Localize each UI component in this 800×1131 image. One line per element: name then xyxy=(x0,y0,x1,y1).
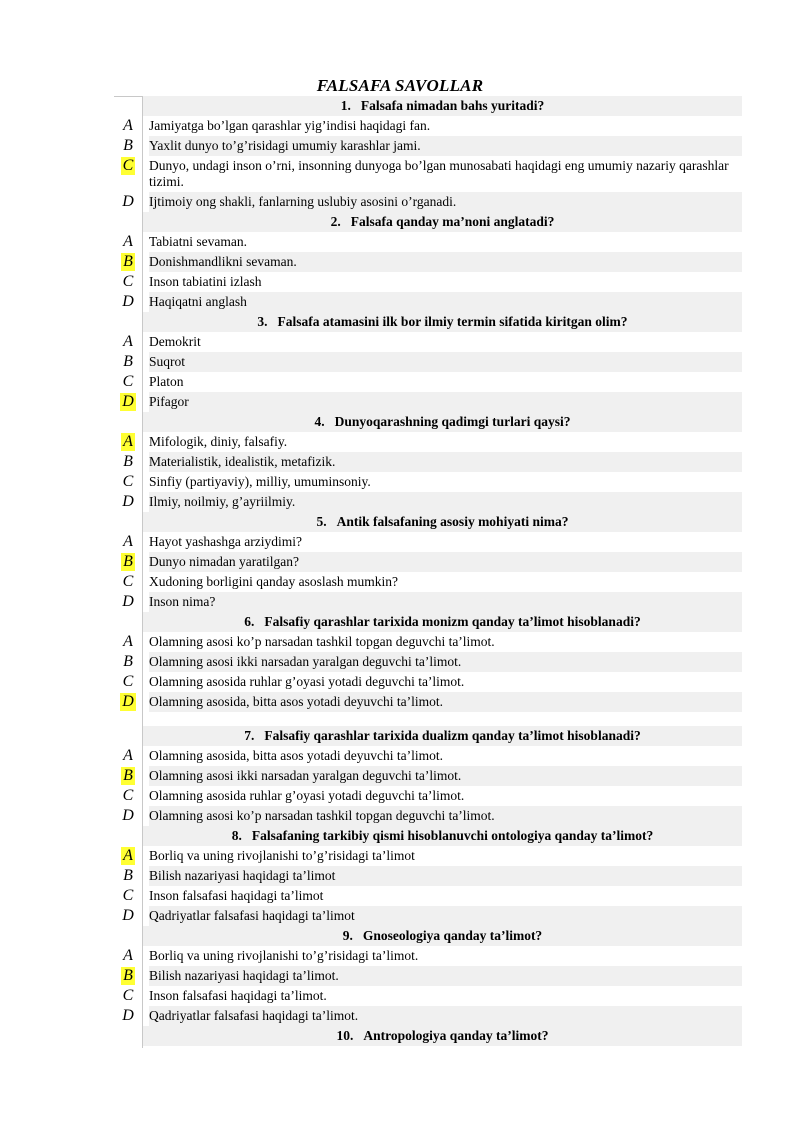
answer-option xyxy=(114,806,742,826)
option-letter-cell xyxy=(114,866,142,886)
option-letter: C xyxy=(122,373,134,390)
option-letter-cell xyxy=(114,136,142,156)
answer-option xyxy=(114,452,742,472)
option-letter-cell xyxy=(114,572,142,592)
option-text: Inson tabiatini izlash xyxy=(149,274,262,289)
option-letter-cell xyxy=(114,432,142,452)
option-letter: B xyxy=(123,867,133,884)
option-text: Olamning asosi ko’p narsadan tashkil topgan deguvchi ta’limot. xyxy=(149,634,495,649)
correct-answer-letter: B xyxy=(123,967,133,984)
option-letter: A xyxy=(123,117,133,134)
answer-option xyxy=(114,252,742,272)
answer-option xyxy=(114,472,742,492)
correct-answer-letter: B xyxy=(123,553,133,570)
option-text: Inson falsafasi haqidagi ta’limot xyxy=(149,888,324,903)
question-text: Falsafa qanday ma’noni anglatadi? xyxy=(350,214,555,229)
option-text: Haqiqatni anglash xyxy=(149,292,742,312)
option-letter: A xyxy=(123,747,133,764)
answer-option xyxy=(114,866,742,886)
option-letter-cell xyxy=(114,766,142,786)
question-heading xyxy=(143,1026,742,1046)
question-number: 8. xyxy=(231,828,242,843)
option-letter: D xyxy=(122,493,134,510)
option-letter-cell xyxy=(114,786,142,806)
answer-option xyxy=(114,232,742,252)
option-letter: C xyxy=(122,673,134,690)
question-number: 7. xyxy=(244,728,255,743)
answer-option xyxy=(114,766,742,786)
option-letter: A xyxy=(123,533,133,550)
option-letter: A xyxy=(123,633,133,650)
answer-option xyxy=(114,192,742,212)
option-letter: D xyxy=(122,907,134,924)
answer-option xyxy=(114,786,742,806)
option-letter: C xyxy=(122,987,134,1004)
option-text: Sinfiy (partiyaviy), milliy, umuminsoniy. xyxy=(149,474,371,489)
option-text: Borliq va uning rivojlanishi to’g’risidagi ta’limot. xyxy=(149,948,419,963)
option-letter-cell xyxy=(114,886,142,906)
question-text: Falsafa nimadan bahs yuritadi? xyxy=(360,98,545,113)
option-letter: B xyxy=(123,353,133,370)
answer-option xyxy=(114,572,742,592)
option-text: Ilmiy, noilmiy, g’ayriilmiy. xyxy=(149,492,742,512)
option-text: Suqrot xyxy=(149,352,742,372)
option-text: Jamiyatga bo’lgan qarashlar yig’indisi haqidagi fan. xyxy=(149,118,431,133)
question-text: Falsafa atamasini ilk bor ilmiy termin sifatida kiritgan olim? xyxy=(277,314,628,329)
option-letter: A xyxy=(123,333,133,350)
answer-option xyxy=(114,672,742,692)
option-letter-cell xyxy=(114,746,142,766)
question-text: Falsafiy qarashlar tarixida dualizm qanday ta’limot hisoblanadi? xyxy=(264,728,641,743)
answer-option xyxy=(114,1006,742,1026)
option-letter-cell xyxy=(114,472,142,492)
option-text: Inson falsafasi haqidagi ta’limot. xyxy=(149,988,327,1003)
option-letter-cell xyxy=(114,252,142,272)
answer-option xyxy=(114,846,742,866)
question-heading xyxy=(143,612,742,632)
question-number: 10. xyxy=(336,1028,354,1043)
option-letter-cell xyxy=(114,906,142,926)
correct-answer-letter: D xyxy=(122,393,134,410)
option-text: Yaxlit dunyo to’g’risidagi umumiy karashlar jami. xyxy=(149,136,742,156)
option-letter-cell xyxy=(114,672,142,692)
answer-option xyxy=(114,652,742,672)
answer-option xyxy=(114,372,742,392)
option-text: Mifologik, diniy, falsafiy. xyxy=(149,434,288,449)
option-letter-cell xyxy=(114,116,142,136)
option-text: Bilish nazariyasi haqidagi ta’limot. xyxy=(149,966,742,986)
answer-option xyxy=(114,136,742,156)
answer-option xyxy=(114,432,742,452)
answer-option xyxy=(114,332,742,352)
option-letter: C xyxy=(122,473,134,490)
option-letter: B xyxy=(123,653,133,670)
option-letter: D xyxy=(122,593,134,610)
option-letter-cell xyxy=(114,492,142,512)
answer-option xyxy=(114,292,742,312)
option-letter-cell xyxy=(114,1006,142,1026)
option-text: Donishmandlikni sevaman. xyxy=(149,252,742,272)
answer-option xyxy=(114,966,742,986)
answer-option xyxy=(114,946,742,966)
question-number: 2. xyxy=(330,214,341,229)
question-heading xyxy=(143,512,742,532)
answer-option xyxy=(114,116,742,136)
answer-option xyxy=(114,632,742,652)
option-letter-cell xyxy=(114,846,142,866)
answer-option xyxy=(114,552,742,572)
option-text: Pifagor xyxy=(149,392,742,412)
option-text: Qadriyatlar falsafasi haqidagi ta’limot xyxy=(149,906,742,926)
option-text: Olamning asosi ko’p narsadan tashkil topgan deguvchi ta’limot. xyxy=(149,806,742,826)
option-text: Olamning asosi ikki narsadan yaralgan deguvchi ta’limot. xyxy=(149,766,742,786)
correct-answer-letter: C xyxy=(122,157,134,174)
option-letter-cell xyxy=(114,372,142,392)
option-text: Dunyo nimadan yaratilgan? xyxy=(149,552,742,572)
question-text: Antropologiya qanday ta’limot? xyxy=(363,1028,549,1043)
question-heading xyxy=(143,412,742,432)
option-letter: C xyxy=(122,273,134,290)
option-text: Dunyo, undagi inson o’rni, insonning dunyoga bo’lgan munosabati haqidagi eng umumiy nazariy qarashlar tizimi. xyxy=(149,158,729,189)
option-letter: D xyxy=(122,807,134,824)
option-letter-cell xyxy=(114,272,142,292)
page-title: FALSAFA SAVOLLAR xyxy=(316,76,484,95)
correct-answer-letter: B xyxy=(123,767,133,784)
question-heading xyxy=(143,312,742,332)
question-text: Falsafiy qarashlar tarixida monizm qanday ta’limot hisoblanadi? xyxy=(264,614,641,629)
option-text: Platon xyxy=(149,374,184,389)
option-letter-cell xyxy=(114,632,142,652)
correct-answer-letter: B xyxy=(123,253,133,270)
question-number: 6. xyxy=(244,614,255,629)
answer-option xyxy=(114,392,742,412)
option-text: Qadriyatlar falsafasi haqidagi ta’limot. xyxy=(149,1006,742,1026)
option-text: Olamning asosida ruhlar g’oyasi yotadi deguvchi ta’limot. xyxy=(149,674,465,689)
option-text: Materialistik, idealistik, metafizik. xyxy=(149,452,742,472)
option-letter-cell xyxy=(114,692,142,712)
option-text: Olamning asosida ruhlar g’oyasi yotadi deguvchi ta’limot. xyxy=(149,788,465,803)
answer-option xyxy=(114,532,742,552)
option-letter-cell xyxy=(114,392,142,412)
question-heading xyxy=(143,96,742,116)
option-letter: C xyxy=(122,573,134,590)
option-text: Borliq va uning rivojlanishi to’g’risidagi ta’limot xyxy=(149,848,415,863)
answer-option xyxy=(114,886,742,906)
correct-answer-letter: A xyxy=(123,433,133,450)
question-number: 1. xyxy=(340,98,351,113)
option-letter-cell xyxy=(114,352,142,372)
question-text: Falsafaning tarkibiy qismi hisoblanuvchi ontologiya qanday ta’limot? xyxy=(251,828,654,843)
option-letter: D xyxy=(122,1007,134,1024)
option-letter: C xyxy=(122,887,134,904)
question-number: 5. xyxy=(316,514,327,529)
answer-option xyxy=(114,986,742,1006)
correct-answer-letter: D xyxy=(122,693,134,710)
question-text: Dunyoqarashning qadimgi turlari qaysi? xyxy=(334,414,571,429)
question-heading xyxy=(143,712,742,746)
answer-option xyxy=(114,592,742,612)
option-letter-cell xyxy=(114,552,142,572)
answer-option xyxy=(114,906,742,926)
option-text: Hayot yashashga arziydimi? xyxy=(149,534,302,549)
option-letter: C xyxy=(122,787,134,804)
option-text: Olamning asosida, bitta asos yotadi deyuvchi ta’limot. xyxy=(149,748,443,763)
question-number: 3. xyxy=(257,314,268,329)
answer-option xyxy=(114,272,742,292)
question-number: 9. xyxy=(342,928,353,943)
question-heading xyxy=(143,212,742,232)
option-letter: B xyxy=(123,453,133,470)
option-letter-cell xyxy=(114,946,142,966)
option-letter-cell xyxy=(114,292,142,312)
option-text: Olamning asosi ikki narsadan yaralgan deguvchi ta’limot. xyxy=(149,652,742,672)
question-number: 4. xyxy=(314,414,325,429)
answer-option xyxy=(114,492,742,512)
option-letter-cell xyxy=(114,232,142,252)
option-text: Tabiatni sevaman. xyxy=(149,234,248,249)
question-heading xyxy=(143,926,742,946)
answer-option xyxy=(114,352,742,372)
answer-option xyxy=(114,156,742,192)
question-table xyxy=(114,96,742,1046)
option-text: Olamning asosida, bitta asos yotadi deyuvchi ta’limot. xyxy=(149,692,742,712)
option-letter: D xyxy=(122,193,134,210)
question-text: Gnoseologiya qanday ta’limot? xyxy=(362,928,543,943)
question-text: Antik falsafaning asosiy mohiyati nima? xyxy=(336,514,569,529)
correct-answer-letter: A xyxy=(123,847,133,864)
option-letter: A xyxy=(123,233,133,250)
option-text: Bilish nazariyasi haqidagi ta’limot xyxy=(149,866,742,886)
answer-option xyxy=(114,746,742,766)
option-letter-cell xyxy=(114,332,142,352)
option-letter-cell xyxy=(114,156,142,176)
option-letter-cell xyxy=(114,806,142,826)
question-heading xyxy=(143,826,742,846)
option-text: Demokrit xyxy=(149,334,201,349)
option-letter-cell xyxy=(114,532,142,552)
option-text: Ijtimoiy ong shakli, fanlarning uslubiy asosini o’rganadi. xyxy=(149,192,742,212)
option-letter-cell xyxy=(114,652,142,672)
answer-option xyxy=(114,692,742,712)
option-text: Inson nima? xyxy=(149,592,742,612)
option-letter: B xyxy=(123,137,133,154)
option-letter-cell xyxy=(114,192,142,212)
option-letter: D xyxy=(122,293,134,310)
option-text: Xudoning borligini qanday asoslash mumkin? xyxy=(149,574,398,589)
option-letter-cell xyxy=(114,966,142,986)
option-letter: A xyxy=(123,947,133,964)
option-letter-cell xyxy=(114,452,142,472)
option-letter-cell xyxy=(114,592,142,612)
option-letter-cell xyxy=(114,986,142,1006)
